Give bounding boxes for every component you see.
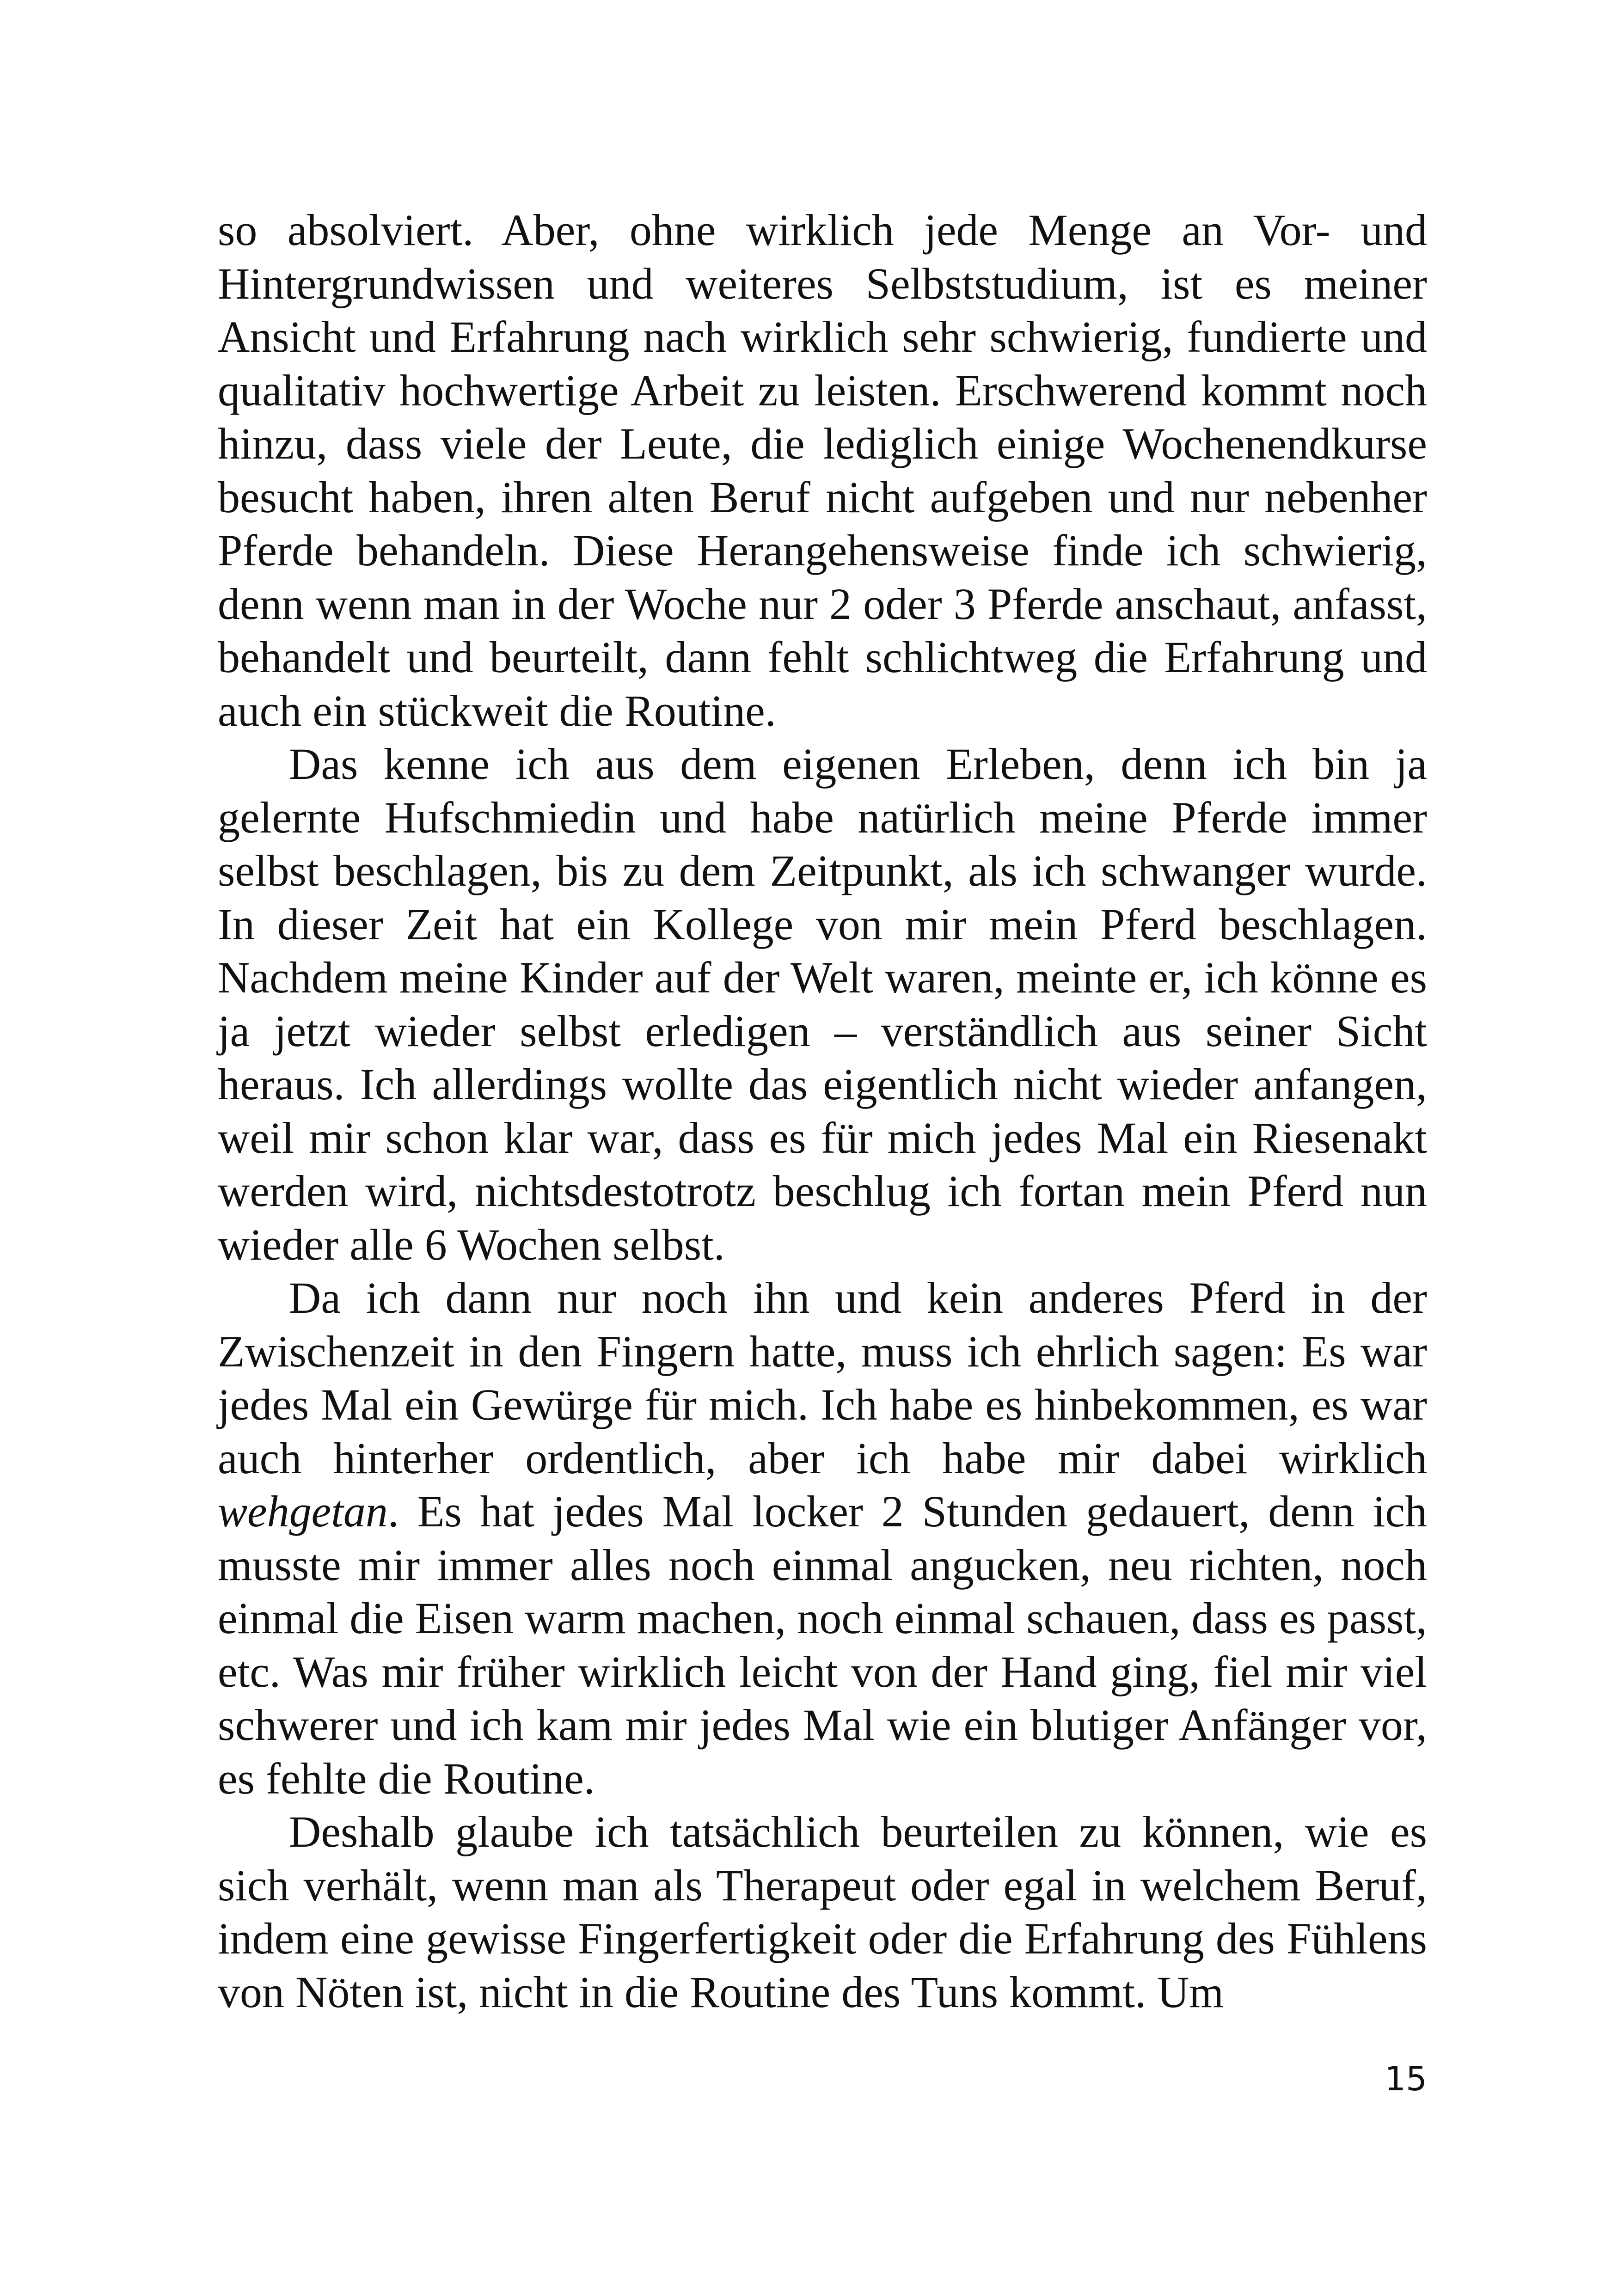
page-number: 15 [1385,2059,1427,2098]
paragraph-1: so absolviert. Aber, ohne wirklich jede Menge an Vor- und Hintergrundwissen und weiteres Selbststudium, ist es meiner Ansicht und Erfahrung nach wirklich sehr schwierig, fundierte und qualitativ hochwertige Arbeit zu leisten. Erschwerend kommt noch hinzu, dass viele der Leute, die lediglich einige Wochenendkurse besucht haben, ihren alten Beruf nicht aufgeben und nur nebenher Pferde behandeln. Diese Herangehensweise finde ich schwierig, denn wenn man in der Woche nur 2 oder 3 Pferde anschaut, anfasst, behandelt und beurteilt, dann fehlt schlichtweg die Erfahrung und auch ein stückweit die Routine. [218,205,1427,735]
paragraph-4: Deshalb glaube ich tatsächlich beurteilen zu können, wie es sich verhält, wenn man als Therapeut oder egal in welchem Beruf, indem eine gewisse Fingerfertigkeit oder die Erfahrung des Fühlens von Nöten ist, nicht in die Routine des Tuns kommt. Um [218,1807,1427,2017]
body-text [218,203,1427,2019]
paragraph-3 [218,1271,1427,1805]
paragraph-3-text-start: Da ich dann nur noch ihn und kein anderes Pferd in der Zwischenzeit in den Fingern hatte, muss ich ehrlich sagen: Es war jedes Mal ein Gewürge für mich. Ich habe es hinbekommen, es war auch hinterher ordentlich, aber ich habe mir dabei wirklich [218,1273,1427,1483]
emphasized-word: wehgetan [218,1487,388,1536]
paragraph-3-text-end: . Es hat jedes Mal locker 2 Stunden gedauert, denn ich musste mir immer alles noch einmal angucken, neu richten, noch einmal die Eisen warm machen, noch einmal schauen, dass es passt, etc. Was mir früher wirklich leicht von der Hand ging, fiel mir viel schwerer und ich kam mir jedes Mal wie ein blutiger Anfänger vor, es fehlte die Routine. [218,1487,1427,1803]
paragraph-2: Das kenne ich aus dem eigenen Erleben, denn ich bin ja gelernte Hufschmiedin und habe natürlich meine Pferde immer selbst beschlagen, bis zu dem Zeitpunkt, als ich schwanger wurde. In dieser Zeit hat ein Kollege von mir mein Pferd beschlagen. Nachdem meine Kinder auf der Welt waren, meinte er, ich könne es ja jetzt wieder selbst erledigen – verständlich aus seiner Sicht heraus. Ich allerdings wollte das eigentlich nicht wieder anfangen, weil mir schon klar war, dass es für mich jedes Mal ein Riesenakt werden wird, nichtsdestotrotz beschlug ich fortan mein Pferd nun wieder alle 6 Wochen selbst. [218,739,1427,1269]
